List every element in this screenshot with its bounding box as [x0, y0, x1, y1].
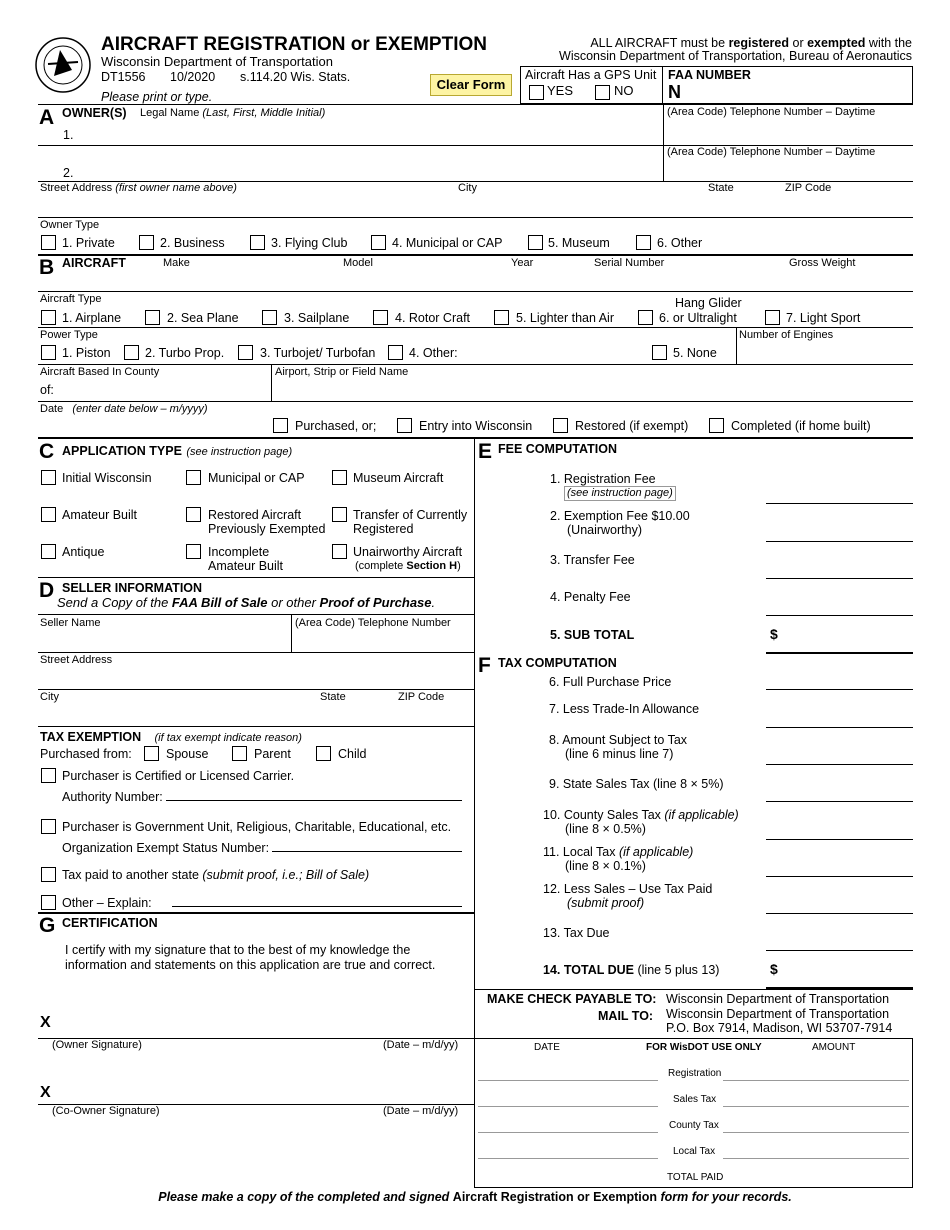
exemption-fee-note: (Unairworthy) [567, 523, 643, 537]
form-title: AIRCRAFT REGISTRATION or EXEMPTION [101, 34, 487, 55]
power-turbojet-checkbox[interactable] [238, 345, 253, 360]
owner-2-phone-input[interactable] [667, 162, 907, 180]
city-label: City [458, 182, 477, 194]
owner-type-private-checkbox[interactable] [41, 235, 56, 250]
street-address-label: Street Address (first owner name above) [40, 182, 237, 194]
aircraft-type-seaplane-label: 2. Sea Plane [167, 311, 239, 325]
office-date-label: DATE [534, 1042, 560, 1053]
local-tax-label: 11. Local Tax (if applicable) [543, 845, 694, 859]
aircraft-type-light-sport-checkbox[interactable] [765, 310, 780, 325]
section-a-letter: A [39, 106, 55, 129]
purchased-child-label: Child [338, 747, 367, 761]
org-exempt-input[interactable] [272, 851, 462, 852]
mail-to-line-2: P.O. Box 7914, Madison, WI 53707-7914 [666, 1021, 893, 1035]
use-tax-paid-input[interactable] [766, 913, 913, 914]
county-input[interactable] [62, 380, 267, 399]
owner-1-phone-input[interactable] [667, 122, 907, 142]
faa-number-label: FAA NUMBER [668, 68, 751, 82]
total-due-dollar: $ [770, 961, 778, 977]
authority-number-input[interactable] [166, 800, 462, 801]
zip-label: ZIP Code [785, 182, 832, 194]
government-checkbox[interactable] [41, 819, 56, 834]
check-payable-to: Wisconsin Department of Transportation [666, 992, 890, 1006]
date-completed-label: Completed (if home built) [731, 419, 871, 433]
purchased-spouse-checkbox[interactable] [144, 746, 159, 761]
form-revision-date: 10/2020 [170, 70, 216, 84]
app-transfer-checkbox[interactable] [332, 507, 347, 522]
office-local-tax-label: Local Tax [673, 1146, 716, 1157]
aircraft-type-lighter-than-air-checkbox[interactable] [494, 310, 509, 325]
exemption-fee-label: 2. Exemption Fee $10.00 [550, 509, 690, 523]
seller-name-label: Seller Name [40, 617, 101, 629]
registration-fee-input[interactable] [766, 503, 913, 504]
seller-name-input[interactable] [40, 631, 288, 651]
seller-instruction: Send a Copy of the FAA Bill of Sale or other Proof of Purchase. [57, 595, 436, 610]
owner-2-phone-label: (Area Code) Telephone Number – Daytime [667, 146, 876, 158]
faa-number-input[interactable] [684, 82, 909, 102]
seller-zip-label: ZIP Code [398, 691, 445, 703]
app-incomplete-label: Incomplete [208, 545, 270, 559]
section-e-letter: E [478, 440, 493, 463]
government-label: Purchaser is Government Unit, Religious, Charitable, Educational, etc. [62, 820, 452, 834]
app-municipal-checkbox[interactable] [186, 470, 201, 485]
aircraft-type-sailplane-checkbox[interactable] [262, 310, 277, 325]
office-amount-label: AMOUNT [812, 1042, 856, 1053]
full-price-input[interactable] [766, 689, 913, 690]
power-turbojet-label: 3. Turbojet/ Turbofan [260, 346, 376, 360]
date-restored-checkbox[interactable] [553, 418, 568, 433]
app-museum-checkbox[interactable] [332, 470, 347, 485]
office-sales-tax-label: Sales Tax [673, 1094, 717, 1105]
office-use-heading: FOR WisDOT USE ONLY [646, 1042, 762, 1053]
aircraft-type-light-sport-label: 7. Light Sport [786, 311, 861, 325]
app-restored-checkbox[interactable] [186, 507, 201, 522]
other-explain-checkbox[interactable] [41, 895, 56, 910]
owners-heading: OWNER(S) [62, 106, 127, 120]
aircraft-type-label: Aircraft Type [40, 293, 102, 305]
county-label: Aircraft Based In County [40, 366, 160, 378]
app-unairworthy-note: (complete Section H) [355, 560, 461, 572]
county-tax-note: (line 8 × 0.5%) [565, 822, 646, 836]
airport-input[interactable] [275, 380, 910, 399]
coowner-signature-input[interactable] [60, 1080, 470, 1104]
owner-type-municipal-checkbox[interactable] [371, 235, 386, 250]
power-other-label: 4. Other: [409, 346, 458, 360]
owner-signature-label: (Owner Signature) [52, 1039, 142, 1051]
aircraft-type-lighter-than-air-label: 5. Lighter than Air [516, 311, 614, 325]
airport-label: Airport, Strip or Field Name [275, 366, 409, 378]
gps-label: Aircraft Has a GPS Unit [525, 68, 657, 82]
department-name: Wisconsin Department of Transportation [101, 54, 333, 69]
gross-weight-label: Gross Weight [789, 257, 856, 269]
certification-text-2: information and statements on this application are true and correct. [65, 958, 436, 972]
seller-phone-label: (Area Code) Telephone Number [295, 617, 451, 629]
seller-city-input[interactable] [40, 705, 470, 725]
power-turboprop-checkbox[interactable] [124, 345, 139, 360]
check-payable-label: MAKE CHECK PAYABLE TO: [487, 992, 657, 1006]
aircraft-type-rotorcraft-checkbox[interactable] [373, 310, 388, 325]
owner-type-business-checkbox[interactable] [139, 235, 154, 250]
tax-exemption-heading: TAX EXEMPTION (if tax exempt indicate reason) [40, 730, 302, 744]
gps-no-checkbox[interactable] [595, 85, 610, 100]
owner-type-other-checkbox[interactable] [636, 235, 651, 250]
fee-computation-heading: FEE COMPUTATION [498, 442, 617, 456]
app-transfer-label: Transfer of Currently [353, 508, 468, 522]
owner-1-label: 1. [63, 128, 74, 142]
app-incomplete-checkbox[interactable] [186, 544, 201, 559]
footer-note: Please make a copy of the completed and signed Aircraft Registration or Exemption form for your records. [158, 1190, 792, 1204]
section-d-letter: D [39, 579, 55, 602]
penalty-fee-input[interactable] [766, 615, 913, 616]
owner-signature-x: X [40, 1014, 51, 1031]
county-of-label: of: [40, 383, 54, 397]
app-initial-label: Initial Wisconsin [62, 471, 152, 485]
section-c-letter: C [39, 440, 55, 463]
coowner-signature-x: X [40, 1084, 51, 1101]
transfer-fee-input[interactable] [766, 578, 913, 579]
office-registration-label: Registration [668, 1068, 722, 1079]
app-antique-checkbox[interactable] [41, 544, 56, 559]
aircraft-heading: AIRCRAFT [62, 256, 126, 270]
app-restored-label: Restored Aircraft [208, 508, 302, 522]
bureau-notice: Wisconsin Department of Transportation, Bureau of Aeronautics [559, 49, 912, 63]
print-instruction: Please print or type. [101, 90, 213, 104]
seller-phone-input[interactable] [295, 631, 470, 651]
hang-glider-label: Hang Glider [675, 296, 742, 310]
seller-city-label: City [40, 691, 59, 703]
gps-no-label: NO [614, 83, 634, 98]
other-explain-input[interactable] [172, 906, 462, 907]
transfer-fee-label: 3. Transfer Fee [550, 553, 635, 567]
aircraft-type-sailplane-label: 3. Sailplane [284, 311, 350, 325]
purchased-child-checkbox[interactable] [316, 746, 331, 761]
section-f-letter: F [478, 654, 491, 677]
app-municipal-label: Municipal or CAP [208, 471, 305, 485]
mail-to-line-1: Wisconsin Department of Transportation [666, 1007, 890, 1021]
app-amateur-checkbox[interactable] [41, 507, 56, 522]
trade-in-input[interactable] [766, 727, 913, 728]
section-b-letter: B [39, 256, 55, 279]
exemption-fee-input[interactable] [766, 541, 913, 542]
coowner-date-label: (Date – m/d/yy) [383, 1105, 459, 1117]
amount-subject-label: 8. Amount Subject to Tax [549, 733, 688, 747]
section-g-letter: G [39, 914, 56, 937]
application-type-heading: APPLICATION TYPE (see instruction page) [62, 444, 293, 458]
date-label: Date (enter date below – m/yyyy) [40, 403, 208, 415]
use-tax-paid-note: (submit proof) [567, 896, 645, 910]
tax-due-label: 13. Tax Due [543, 926, 610, 940]
amount-subject-input[interactable] [766, 764, 913, 765]
subtotal-dollar: $ [770, 626, 778, 642]
carrier-label: Purchaser is Certified or Licensed Carrier. [62, 769, 295, 783]
statute-reference: s.114.20 Wis. Stats. [240, 70, 351, 84]
app-amateur-label: Amateur Built [62, 508, 138, 522]
app-restored-label-2: Previously Exempted [208, 522, 326, 536]
other-explain-label: Other – Explain: [62, 896, 152, 910]
number-of-engines-label: Number of Engines [739, 329, 834, 341]
other-state-label: Tax paid to another state (submit proof, i.e.; Bill of Sale) [62, 868, 370, 882]
app-unairworthy-label: Unairworthy Aircraft [353, 545, 463, 559]
app-incomplete-label-2: Amateur Built [208, 559, 284, 573]
aircraft-type-airplane-checkbox[interactable] [41, 310, 56, 325]
seller-street-input[interactable] [40, 668, 470, 688]
state-label: State [708, 182, 734, 194]
aircraft-type-seaplane-checkbox[interactable] [145, 310, 160, 325]
see-instruction-link[interactable]: (see instruction page) [564, 486, 676, 501]
date-purchased-label: Purchased, or; [295, 419, 377, 433]
number-of-engines-input[interactable] [740, 343, 910, 362]
mail-to-label: MAIL TO: [598, 1009, 654, 1023]
county-tax-label: 10. County Sales Tax (if applicable) [543, 808, 739, 822]
power-type-label: Power Type [40, 329, 98, 341]
amount-subject-note: (line 6 minus line 7) [565, 747, 674, 761]
power-none-checkbox[interactable] [652, 345, 667, 360]
trade-in-label: 7. Less Trade-In Allowance [549, 702, 700, 716]
owner-type-municipal-label: 4. Municipal or CAP [392, 236, 503, 250]
org-exempt-label: Organization Exempt Status Number: [62, 841, 270, 855]
subtotal-input[interactable] [766, 652, 913, 654]
aircraft-type-ultralight-label: 6. or Ultralight [659, 311, 737, 325]
app-antique-label: Antique [62, 545, 105, 559]
model-label: Model [343, 257, 373, 269]
power-piston-checkbox[interactable] [41, 345, 56, 360]
power-other-input[interactable] [465, 343, 645, 362]
certification-heading: CERTIFICATION [62, 916, 158, 930]
app-museum-label: Museum Aircraft [353, 471, 444, 485]
local-tax-input[interactable] [766, 876, 913, 877]
date-entry-label: Entry into Wisconsin [419, 419, 533, 433]
owner-street-input[interactable] [40, 196, 910, 216]
purchased-parent-checkbox[interactable] [232, 746, 247, 761]
purchased-spouse-label: Spouse [166, 747, 209, 761]
authority-number-label: Authority Number: [62, 790, 163, 804]
app-transfer-label-2: Registered [353, 522, 414, 536]
use-tax-paid-label: 12. Less Sales – Use Tax Paid [543, 882, 713, 896]
clear-form-button[interactable]: Clear Form [430, 74, 512, 96]
seller-heading: SELLER INFORMATION [62, 581, 203, 595]
legal-name-label: Legal Name (Last, First, Middle Initial) [140, 107, 326, 119]
owner-1-input[interactable] [80, 122, 660, 142]
aircraft-type-airplane-label: 1. Airplane [62, 311, 122, 325]
date-purchased-checkbox[interactable] [273, 418, 288, 433]
power-turboprop-label: 2. Turbo Prop. [145, 346, 225, 360]
date-restored-label: Restored (if exempt) [575, 419, 689, 433]
app-unairworthy-checkbox[interactable] [332, 544, 347, 559]
total-due-label: 14. TOTAL DUE (line 5 plus 13) [543, 963, 720, 977]
owner-type-flying-club-label: 3. Flying Club [271, 236, 348, 250]
owner-type-label: Owner Type [40, 219, 100, 231]
carrier-checkbox[interactable] [41, 768, 56, 783]
faa-n-prefix: N [668, 82, 681, 102]
local-tax-note: (line 8 × 0.1%) [565, 859, 646, 873]
aircraft-type-rotorcraft-label: 4. Rotor Craft [395, 311, 471, 325]
registration-notice: ALL AIRCRAFT must be registered or exempted with the [590, 36, 912, 50]
wisdot-use-only-box [474, 1038, 913, 1188]
power-other-checkbox[interactable] [388, 345, 403, 360]
office-total-paid-label: TOTAL PAID [667, 1172, 724, 1183]
office-county-tax-label: County Tax [669, 1120, 719, 1131]
state-tax-input[interactable] [766, 801, 913, 802]
subtotal-label: 5. SUB TOTAL [550, 628, 635, 642]
dot-seal-logo [32, 36, 94, 94]
power-none-label: 5. None [673, 346, 717, 360]
owner-type-museum-label: 5. Museum [548, 236, 610, 250]
owner-2-input[interactable] [80, 160, 660, 180]
coowner-signature-label: (Co-Owner Signature) [52, 1105, 160, 1117]
date-input[interactable] [40, 417, 265, 436]
owner-2-label: 2. [63, 166, 74, 180]
owner-type-flying-club-checkbox[interactable] [250, 235, 265, 250]
owner-date-label: (Date – m/d/yy) [383, 1039, 459, 1051]
year-label: Year [511, 257, 534, 269]
county-tax-input[interactable] [766, 839, 913, 840]
certification-text-1: I certify with my signature that to the best of my knowledge the [65, 943, 411, 957]
purchased-parent-label: Parent [254, 747, 291, 761]
registration-fee-label: 1. Registration Fee [550, 472, 656, 486]
make-label: Make [163, 257, 190, 269]
gps-yes-label: YES [547, 83, 574, 98]
owner-1-phone-label: (Area Code) Telephone Number – Daytime [667, 106, 876, 118]
power-piston-label: 1. Piston [62, 346, 111, 360]
other-state-checkbox[interactable] [41, 867, 56, 882]
tax-due-input[interactable] [766, 950, 913, 951]
owner-type-business-label: 2. Business [160, 236, 225, 250]
owner-type-private-label: 1. Private [62, 236, 115, 250]
aircraft-details-input[interactable] [40, 270, 910, 290]
seller-street-label: Street Address [40, 654, 113, 666]
owner-signature-input[interactable] [60, 1012, 470, 1036]
purchased-from-label: Purchased from: [40, 747, 132, 761]
gps-yes-checkbox[interactable] [529, 85, 544, 100]
penalty-fee-label: 4. Penalty Fee [550, 590, 631, 604]
form-number: DT1556 [101, 70, 146, 84]
state-tax-label: 9. State Sales Tax (line 8 × 5%) [549, 777, 724, 791]
app-initial-checkbox[interactable] [41, 470, 56, 485]
date-completed-checkbox[interactable] [709, 418, 724, 433]
serial-label: Serial Number [594, 257, 665, 269]
owner-type-other-label: 6. Other [657, 236, 703, 250]
owner-type-museum-checkbox[interactable] [528, 235, 543, 250]
full-price-label: 6. Full Purchase Price [549, 675, 672, 689]
seller-state-label: State [320, 691, 346, 703]
date-entry-checkbox[interactable] [397, 418, 412, 433]
aircraft-type-ultralight-checkbox[interactable] [638, 310, 653, 325]
tax-computation-heading: TAX COMPUTATION [498, 656, 617, 670]
